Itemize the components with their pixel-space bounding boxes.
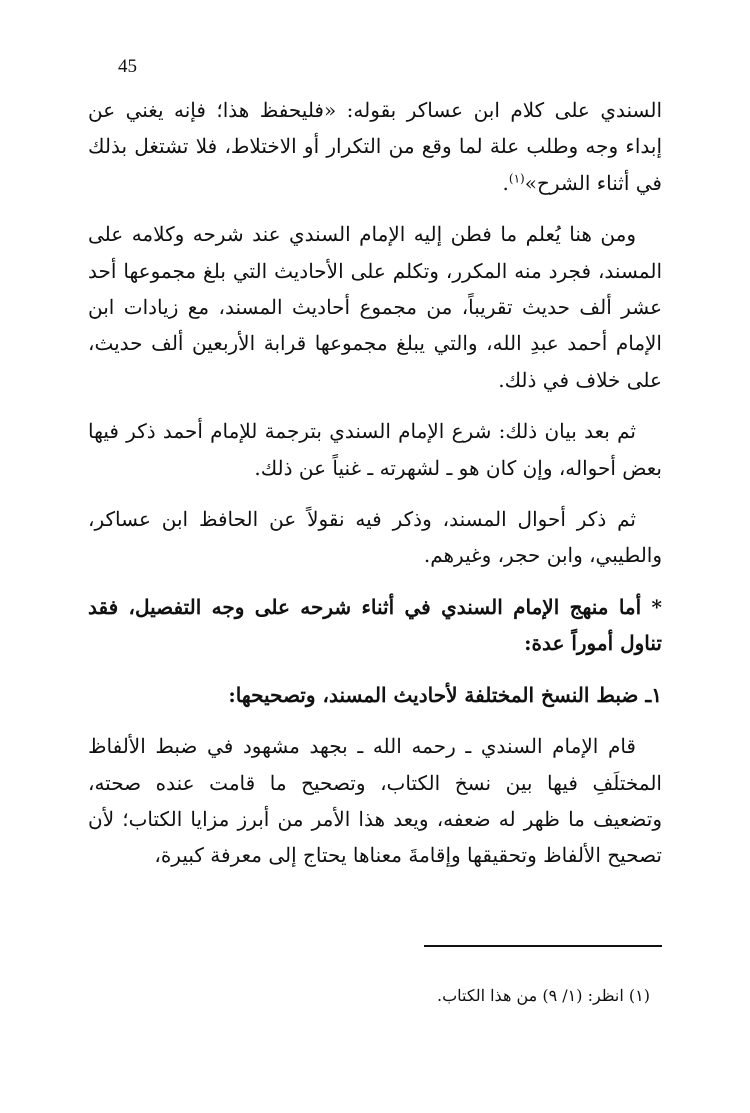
main-text [88,92,662,889]
footnote-marker: (١) [628,986,650,1005]
footnote-text: انظر: (١/ ٩) من هذا الكتاب. [437,986,624,1005]
method-heading: * أما منهج الإمام السندي في أثناء شرحه على وجه التفصيل، فقد تناول أموراً عدة: [88,594,662,656]
page-number: 45 [118,56,137,77]
paragraph-1-text: السندي على كلام ابن عساكر بقوله: «فليحفظ هذا؛ فإنه يغني عن إبداء وجه وطلب علة لما وقع من التكرار أو الاختلاط، فلا تشتغل بذلك في أثناء الشرح» [88,98,662,195]
footnote-divider [424,945,662,947]
paragraph-2: ومن هنا يُعلم ما فطن إليه الإمام السندي عند شرحه وكلامه على المسند، فجرد منه المكرر، وتكلم على الأحاديث التي بلغ مجموعها أحد عشر ألف حديث تقريباً، من مجموع أحاديث المسند، مع زيادات ابن الإمام أحمد عبدِ الله، والتي يبلغ مجموعها قرابة الأربعين ألف حديث، على خلاف في ذلك. [88,222,662,392]
paragraph-4: ثم ذكر أحوال المسند، وذكر فيه نقولاً عن الحافظ ابن عساكر، والطيبي، وابن حجر، وغيرهم. [88,507,662,568]
paragraph-1 [88,92,662,201]
paragraph-5: قام الإمام السندي ـ رحمه الله ـ بجهد مشهود في ضبط الألفاظ المختلَفِ فيها بين نسخ الكتاب، وتصحيح ما قامت عنده صحته، وتضعيف ما ظهر له ضعفه، ويعد هذا الأمر من أبرز مزايا الكتاب؛ لأن تصحيح الألفاظ وتحقيقها وإقامةَ معناها يحتاج إلى معرفة كبيرة، [88,734,662,868]
footnote [88,985,650,1007]
paragraph-3: ثم بعد بيان ذلك: شرع الإمام السندي بترجمة للإمام أحمد ذكر فيها بعض أحواله، وإن كان هو ـ لشهرته ـ غنياً عن ذلك. [88,419,662,480]
paragraph-1-end: . [502,170,509,195]
section-heading-1: ١ـ ضبط النسخ المختلفة لأحاديث المسند، وتصحيحها: [228,682,662,707]
footnote-reference[interactable]: (١) [508,171,525,186]
